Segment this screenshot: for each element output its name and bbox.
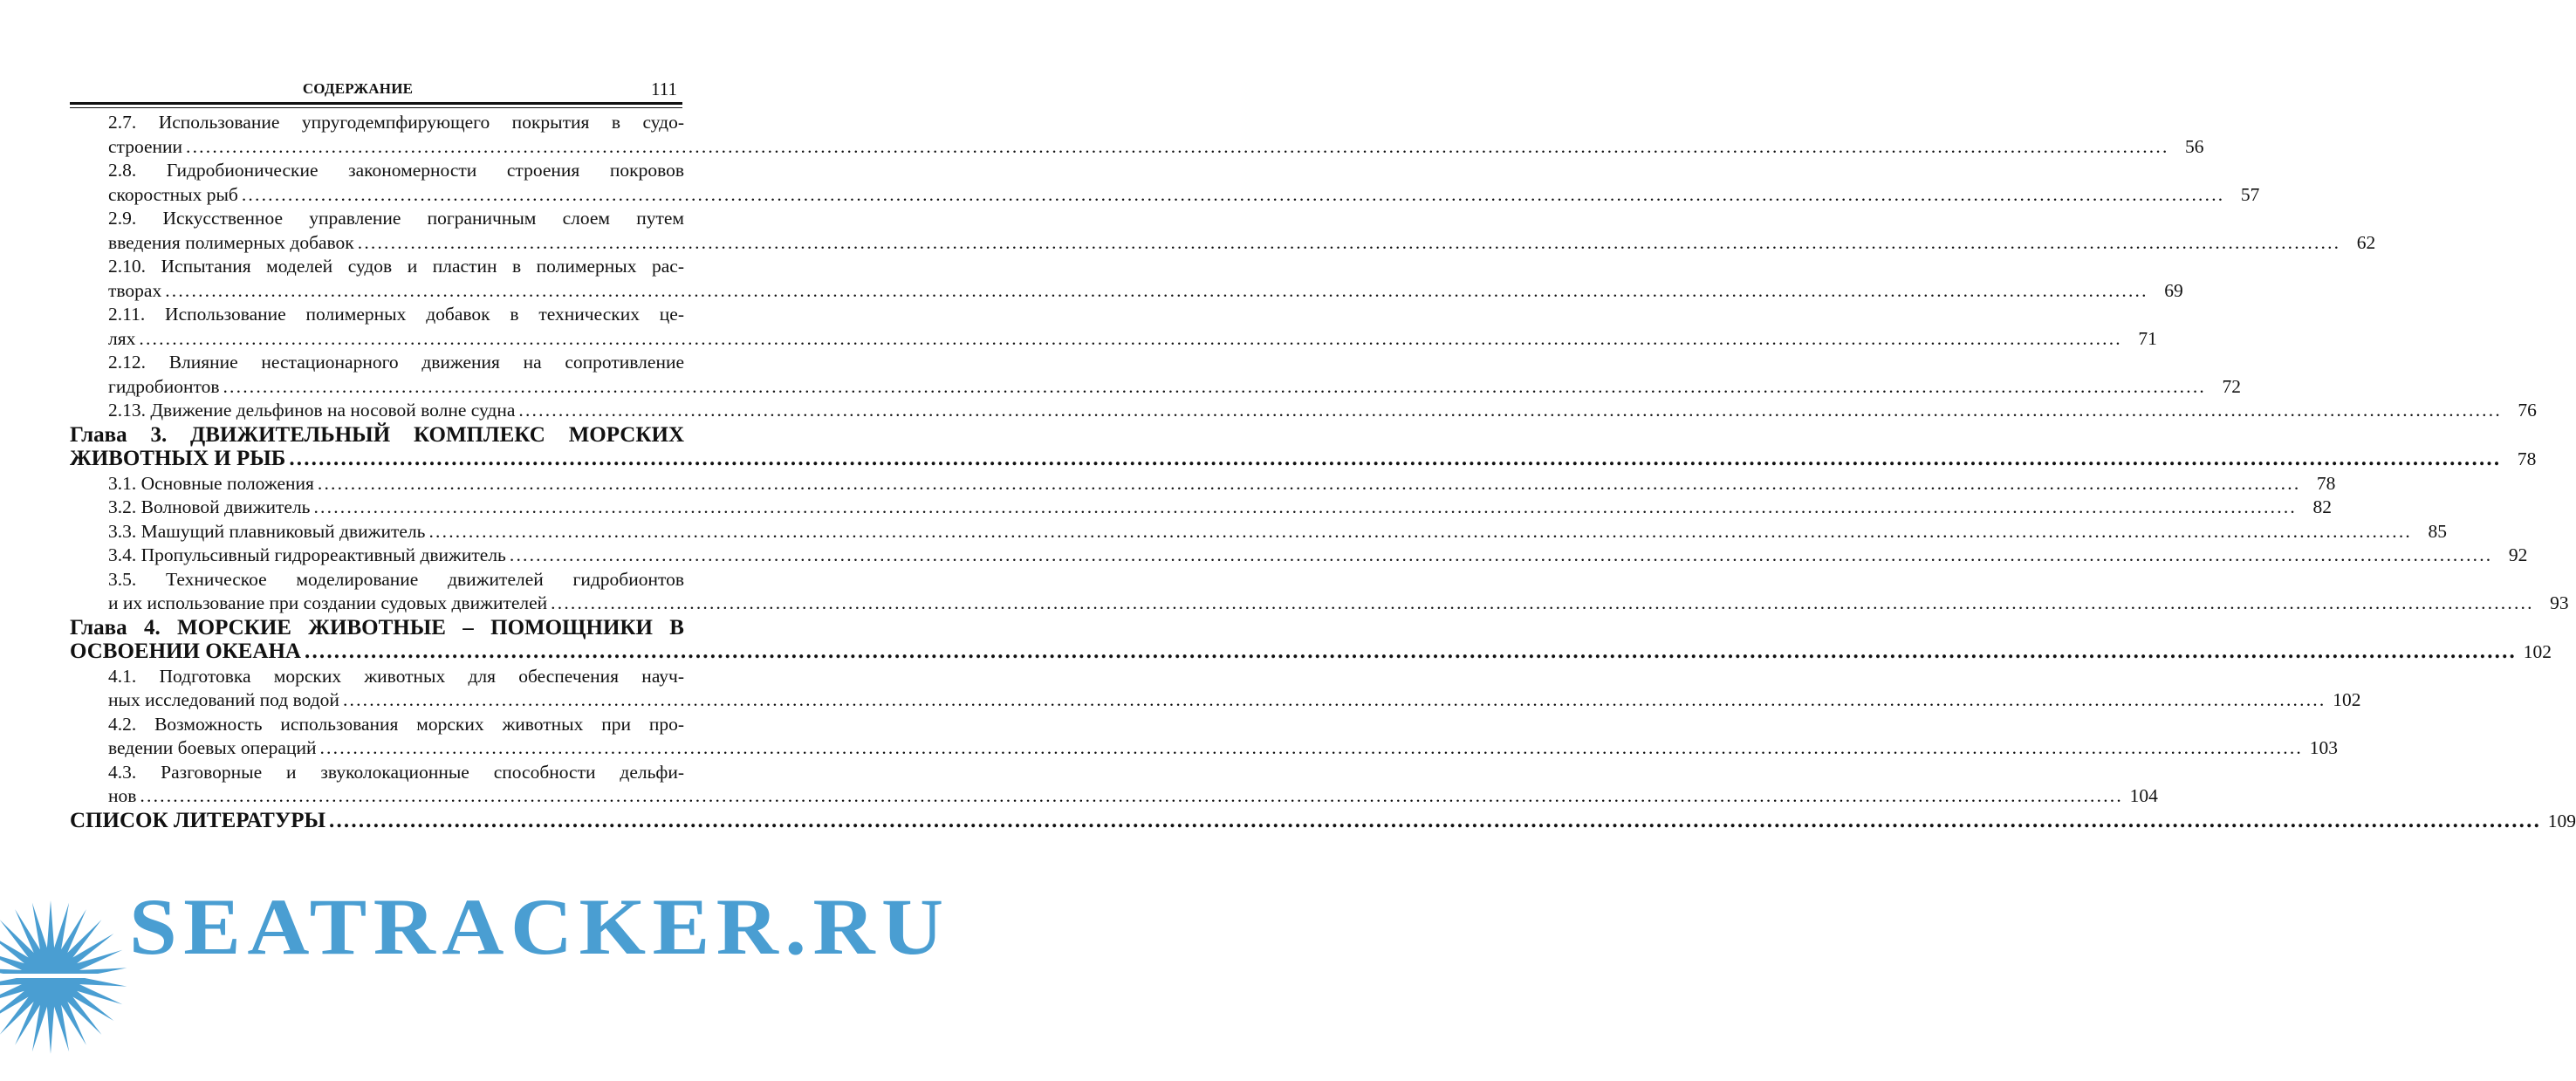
toc-entry-text: 4.3. Разговорные и звуколокационные способности дельфи- (108, 761, 684, 783)
toc-page-number: 69 (2164, 279, 2183, 301)
toc-section-entry (70, 207, 2376, 255)
toc-entry-text: ЖИВОТНЫХ И РЫБ (70, 447, 286, 470)
dot-leader: ............................................................................................................................................................................................................................................................................................................ (313, 496, 2297, 517)
table-of-contents (70, 111, 2576, 833)
dot-leader: ............................................................................................................................................................................................................................................................................................................ (428, 520, 2412, 542)
toc-page-number: 56 (2185, 135, 2204, 157)
toc-entry-text: ведении боевых операций (108, 737, 317, 758)
watermark-text: SEATRACKER.RU (129, 882, 950, 971)
toc-section-entry (70, 496, 2332, 520)
toc-entry-text: 4.2. Возможность использования морских животных при про- (108, 713, 684, 735)
dot-leader: ............................................................................................................................................................................................................................................................................................................ (319, 737, 2303, 758)
toc-entry-text: нов (108, 785, 137, 806)
toc-entry-text: ных исследований под водой (108, 689, 339, 710)
dot-leader: ............................................................................................................................................................................................................................................................................................................ (329, 808, 2542, 832)
toc-page-number: 109 (2547, 810, 2576, 831)
toc-entry-text: и их использование при создании судовых движителей (108, 592, 548, 613)
toc-section-entry (70, 472, 2336, 496)
toc-section-entry (70, 544, 2528, 568)
toc-chapter-entry (70, 615, 2552, 665)
toc-entry-text: строении (108, 135, 183, 157)
dot-leader: ............................................................................................................................................................................................................................................................................................................ (551, 592, 2534, 613)
sunburst-icon (0, 881, 131, 1081)
toc-section-entry (70, 255, 2183, 303)
toc-entry-text: 3.5. Техническое моделирование движителей гидробионтов (108, 568, 684, 590)
toc-page-number: 104 (2129, 785, 2158, 806)
toc-chapter-entry (70, 808, 2576, 834)
toc-page-number: 62 (2356, 231, 2376, 253)
dot-leader: ............................................................................................................................................................................................................................................................................................................ (509, 544, 2493, 565)
toc-page-number: 102 (2523, 641, 2552, 662)
toc-page-number: 102 (2333, 689, 2361, 710)
toc-section-entry (70, 303, 2157, 351)
toc-page-number: 92 (2508, 544, 2528, 565)
dot-leader: ............................................................................................................................................................................................................................................................................................................ (223, 375, 2206, 397)
dot-leader: ............................................................................................................................................................................................................................................................................................................ (186, 135, 2169, 157)
toc-page-number: 103 (2309, 737, 2338, 758)
toc-entry-text: Глава 3. ДВИЖИТЕЛЬНЫЙ КОМПЛЕКС МОРСКИХ (70, 422, 684, 447)
toc-section-entry (70, 520, 2447, 544)
toc-entry-text: 2.10. Испытания моделей судов и пластин в полимерных рас- (108, 256, 684, 277)
toc-entry-text: лях (108, 327, 136, 349)
dot-leader: ............................................................................................................................................................................................................................................................................................................ (165, 279, 2148, 301)
toc-entry-text: 3.4. Пропульсивный гидрореактивный движитель (108, 544, 506, 565)
toc-entry-text: 2.9. Искусственное управление пограничным слоем путем (108, 208, 684, 229)
toc-entry-text: 3.3. Машущий плавниковый движитель (108, 520, 426, 542)
toc-section-entry (70, 761, 2158, 809)
toc-page-number: 78 (2517, 448, 2537, 469)
toc-entry-text: Глава 4. МОРСКИЕ ЖИВОТНЫЕ – ПОМОЩНИКИ В (70, 615, 684, 640)
watermark-logo (0, 881, 950, 1081)
running-header (70, 77, 681, 99)
toc-entry-text: 2.8. Гидробионические закономерности строения покровов (108, 160, 684, 181)
toc-section-entry (70, 568, 2569, 616)
toc-section-entry (70, 399, 2537, 423)
toc-section-entry (70, 713, 2338, 761)
toc-entry-text: СПИСОК ЛИТЕРАТУРЫ (70, 808, 326, 832)
dot-leader: ............................................................................................................................................................................................................................................................................................................ (357, 231, 2341, 253)
toc-section-entry (70, 159, 2260, 207)
toc-entry-text: скоростных рыб (108, 183, 238, 205)
toc-page-number: 78 (2316, 472, 2336, 494)
toc-entry-text: 2.12. Влияние нестационарного движения на сопротивление (108, 352, 684, 373)
dot-leader: ............................................................................................................................................................................................................................................................................................................ (518, 400, 2502, 421)
toc-page-number: 85 (2428, 520, 2447, 542)
header-rule-thick (70, 102, 682, 105)
dot-leader: ............................................................................................................................................................................................................................................................................................................ (305, 640, 2517, 663)
toc-page-number: 71 (2138, 327, 2157, 349)
toc-entry-text: 3.2. Волновой движитель (108, 496, 311, 517)
toc-section-entry (70, 111, 2204, 159)
toc-entry-text: 2.11. Использование полимерных добавок в технических це- (108, 304, 684, 325)
toc-page-number: 57 (2240, 183, 2260, 205)
header-title: СОДЕРЖАНИЕ (302, 80, 414, 97)
toc-entry-text: гидробионтов (108, 375, 220, 397)
toc-page-number: 72 (2222, 375, 2241, 397)
toc-section-entry (70, 665, 2361, 713)
toc-entry-text: 3.1. Основные положения (108, 472, 314, 494)
toc-entry-text: введения полимерных добавок (108, 231, 354, 253)
toc-page-number: 93 (2550, 592, 2569, 613)
toc-entry-text: творах (108, 279, 162, 301)
toc-entry-text: 2.13. Движение дельфинов на носовой волне судна (108, 400, 516, 421)
toc-section-entry (70, 351, 2241, 399)
dot-leader: ............................................................................................................................................................................................................................................................................................................ (241, 183, 2225, 205)
dot-leader: ............................................................................................................................................................................................................................................................................................................ (289, 447, 2502, 470)
header-page-number: 111 (651, 79, 677, 99)
dot-leader: ............................................................................................................................................................................................................................................................................................................ (342, 689, 2326, 710)
toc-entry-text: ОСВОЕНИИ ОКЕАНА (70, 640, 301, 663)
dot-leader: ............................................................................................................................................................................................................................................................................................................ (139, 327, 2122, 349)
dot-leader: ............................................................................................................................................................................................................................................................................................................ (317, 472, 2301, 494)
toc-entry-text: 2.7. Использование упругодемпфирующего покрытия в судо- (108, 112, 684, 133)
toc-chapter-entry (70, 422, 2537, 472)
dot-leader: ............................................................................................................................................................................................................................................................................................................ (140, 785, 2123, 806)
toc-page-number: 76 (2518, 400, 2537, 421)
toc-entry-text: 4.1. Подготовка морских животных для обеспечения науч- (108, 665, 684, 687)
toc-page-number: 82 (2312, 496, 2332, 517)
header-rule-thin (70, 107, 682, 108)
